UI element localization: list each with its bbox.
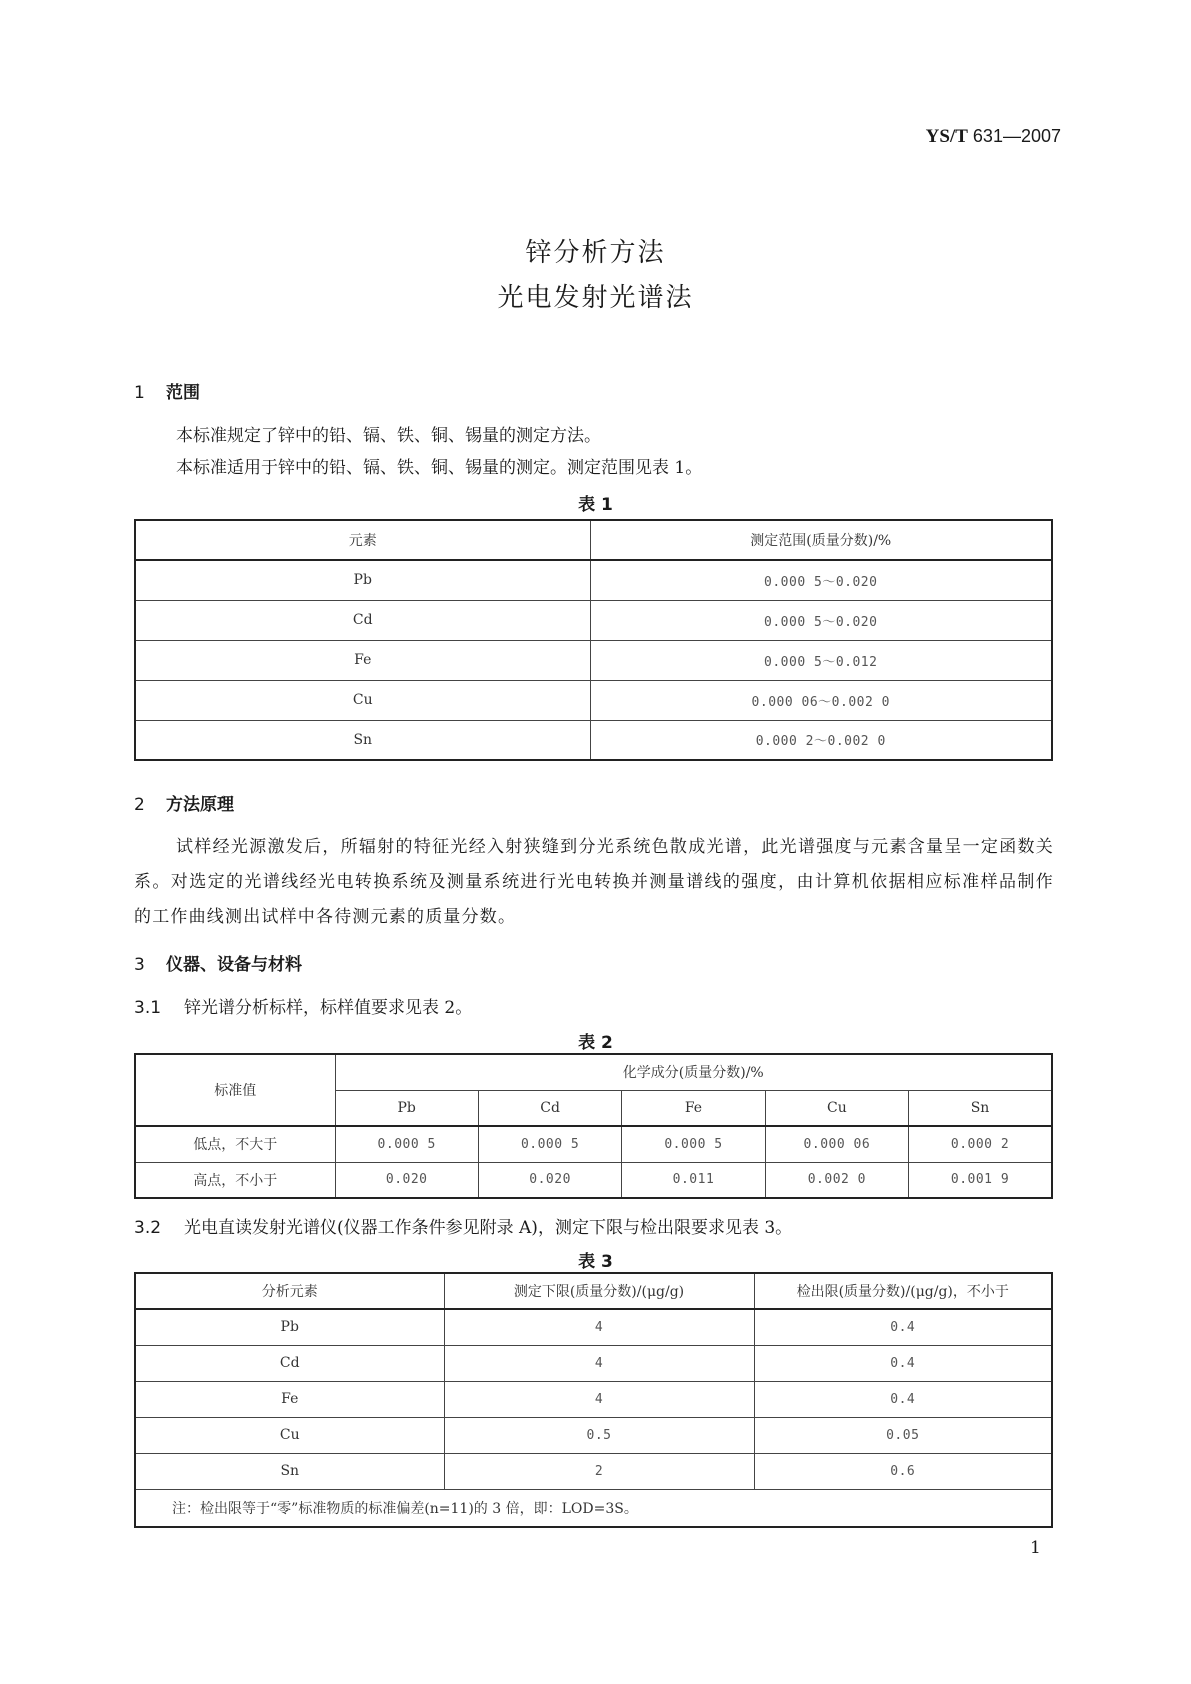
table-group-header-row xyxy=(135,1054,1052,1090)
table-2 xyxy=(134,1053,1053,1199)
detection-limit-cell: 0.4 xyxy=(754,1381,1052,1417)
table-3 xyxy=(134,1272,1053,1528)
table-3-caption: 表 3 xyxy=(578,1252,613,1272)
table-row xyxy=(135,1381,1052,1417)
table-note-row xyxy=(135,1489,1052,1527)
table-header-row xyxy=(135,520,1052,560)
element-cell: Cu xyxy=(135,680,590,720)
element-cell: Fe xyxy=(135,1381,444,1417)
detection-limit-cell: 0.6 xyxy=(754,1453,1052,1489)
document-title-line2: 光电发射光谱法 xyxy=(497,283,694,313)
section-1-heading xyxy=(134,378,200,403)
value-cell: 0.020 xyxy=(335,1162,478,1198)
section-number: 1 xyxy=(134,383,145,403)
value-cell: 0.020 xyxy=(478,1162,621,1198)
standard-code-prefix: YS/T xyxy=(925,126,968,147)
table-2-caption: 表 2 xyxy=(578,1033,613,1053)
detection-limit-cell: 0.4 xyxy=(754,1345,1052,1381)
group-header-cell: 化学成分(质量分数)/% xyxy=(335,1054,1052,1090)
subsection-number: 3.1 xyxy=(134,998,162,1018)
section-title: 范围 xyxy=(166,383,200,403)
section-3-2 xyxy=(134,1212,1054,1245)
table-row xyxy=(135,1453,1052,1489)
subsection-number: 3.2 xyxy=(134,1218,162,1238)
table-row xyxy=(135,1126,1052,1162)
table-1 xyxy=(134,519,1053,761)
quantitation-limit-cell: 4 xyxy=(444,1309,754,1345)
header-cell: 检出限(质量分数)/(μg/g)，不小于 xyxy=(754,1273,1052,1309)
section-title: 方法原理 xyxy=(166,795,234,815)
range-cell: 0.000 06～0.002 0 xyxy=(590,680,1052,720)
header-cell: 元素 xyxy=(135,520,590,560)
element-header-cell: Fe xyxy=(622,1090,765,1126)
range-cell: 0.000 5～0.020 xyxy=(590,560,1052,600)
value-cell: 0.000 5 xyxy=(622,1126,765,1162)
element-cell: Cd xyxy=(135,1345,444,1381)
document-title-line1: 锌分析方法 xyxy=(525,238,666,268)
element-cell: Sn xyxy=(135,1453,444,1489)
quantitation-limit-cell: 4 xyxy=(444,1345,754,1381)
section-2-heading xyxy=(134,790,234,815)
detection-limit-cell: 0.05 xyxy=(754,1417,1052,1453)
element-header-cell: Cd xyxy=(478,1090,621,1126)
row-label-cell: 低点，不大于 xyxy=(135,1126,335,1162)
subsection-text: 光电直读发射光谱仪(仪器工作条件参见附录 A)，测定下限与检出限要求见表 3。 xyxy=(184,1218,793,1238)
header-cell: 测定下限(质量分数)/(μg/g) xyxy=(444,1273,754,1309)
standard-code-rest: 631—2007 xyxy=(967,126,1061,146)
value-cell: 0.000 06 xyxy=(765,1126,908,1162)
element-header-cell: Cu xyxy=(765,1090,908,1126)
value-cell: 0.000 5 xyxy=(478,1126,621,1162)
subsection-text: 锌光谱分析标样，标样值要求见表 2。 xyxy=(184,998,473,1018)
section-3-heading xyxy=(134,950,302,975)
header-cell: 测定范围(质量分数)/% xyxy=(590,520,1052,560)
section-number: 2 xyxy=(134,795,145,815)
table-row xyxy=(135,600,1052,640)
value-cell: 0.001 9 xyxy=(909,1162,1052,1198)
table-row xyxy=(135,560,1052,600)
table-row xyxy=(135,1162,1052,1198)
section-number: 3 xyxy=(134,955,145,975)
quantitation-limit-cell: 4 xyxy=(444,1381,754,1417)
section-3-1 xyxy=(134,992,1054,1025)
range-cell: 0.000 5～0.012 xyxy=(590,640,1052,680)
page-number: 1 xyxy=(1030,1538,1041,1558)
row-header-cell: 标准值 xyxy=(135,1054,335,1126)
value-cell: 0.011 xyxy=(622,1162,765,1198)
table-row xyxy=(135,1417,1052,1453)
section-1-para-2: 本标准适用于锌中的铅、镉、铁、铜、锡量的测定。测定范围见表 1。 xyxy=(176,458,703,478)
table-note: 注：检出限等于“零”标准物质的标准偏差(n=11)的 3 倍，即：LOD=3S。 xyxy=(135,1489,1052,1527)
row-label-cell: 高点，不小于 xyxy=(135,1162,335,1198)
element-header-cell: Pb xyxy=(335,1090,478,1126)
quantitation-limit-cell: 0.5 xyxy=(444,1417,754,1453)
table-row xyxy=(135,680,1052,720)
detection-limit-cell: 0.4 xyxy=(754,1309,1052,1345)
section-2-para: 试样经光源激发后，所辐射的特征光经入射狭缝到分光系统色散成光谱，此光谱强度与元素含量呈一定函数关系。对选定的光谱线经光电转换系统及测量系统进行光电转换并测量谱线的强度，由计算机依据相应标准样品制作的工作曲线测出试样中各待测元素的质量分数。 xyxy=(134,837,1054,927)
value-cell: 0.000 2 xyxy=(909,1126,1052,1162)
element-header-cell: Sn xyxy=(909,1090,1052,1126)
section-title: 仪器、设备与材料 xyxy=(166,955,302,975)
range-cell: 0.000 5～0.020 xyxy=(590,600,1052,640)
element-cell: Sn xyxy=(135,720,590,760)
value-cell: 0.002 0 xyxy=(765,1162,908,1198)
element-cell: Cd xyxy=(135,600,590,640)
value-cell: 0.000 5 xyxy=(335,1126,478,1162)
element-cell: Fe xyxy=(135,640,590,680)
element-cell: Pb xyxy=(135,1309,444,1345)
element-cell: Cu xyxy=(135,1417,444,1453)
header-cell: 分析元素 xyxy=(135,1273,444,1309)
table-row xyxy=(135,640,1052,680)
table-header-row xyxy=(135,1273,1052,1309)
table-row xyxy=(135,1345,1052,1381)
table-row xyxy=(135,1309,1052,1345)
standard-number xyxy=(926,126,1061,148)
range-cell: 0.000 2～0.002 0 xyxy=(590,720,1052,760)
section-1-para-1: 本标准规定了锌中的铅、镉、铁、铜、锡量的测定方法。 xyxy=(176,426,601,446)
element-cell: Pb xyxy=(135,560,590,600)
table-row xyxy=(135,720,1052,760)
table-1-caption: 表 1 xyxy=(578,495,613,515)
quantitation-limit-cell: 2 xyxy=(444,1453,754,1489)
